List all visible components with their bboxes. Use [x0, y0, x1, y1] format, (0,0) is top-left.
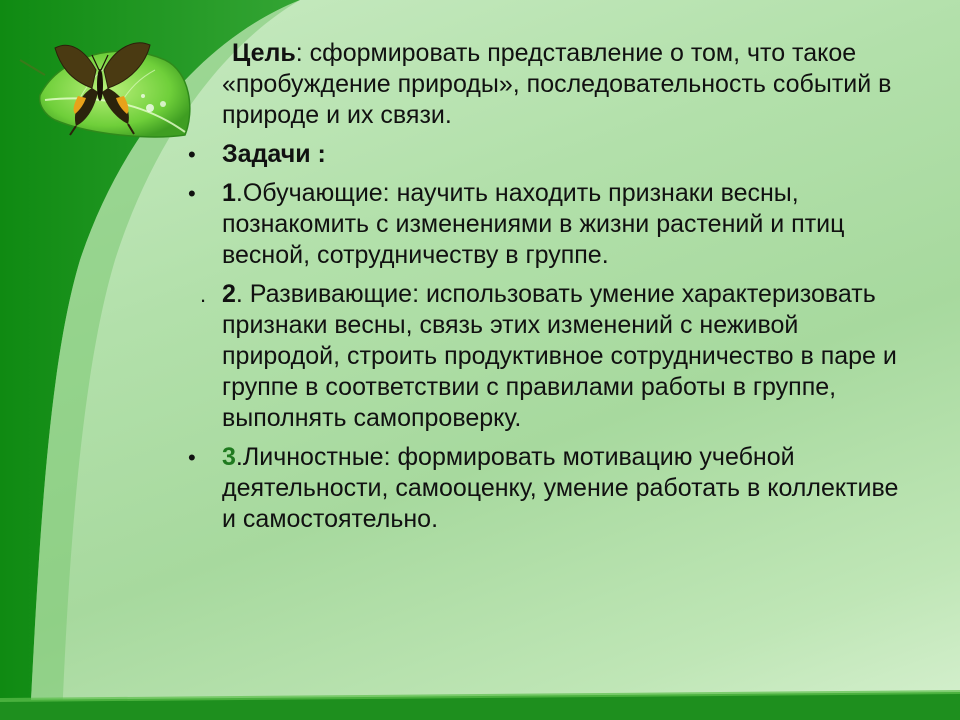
item-text: .Личностные: формировать мотивацию учебной деятельности, самооценку, умение работать в коллективе и самостоятельно.	[222, 443, 899, 533]
bullet-marker: •	[188, 445, 196, 470]
list-item-developmental	[186, 279, 916, 434]
item-number: 1	[222, 179, 236, 207]
slide-content	[186, 38, 916, 543]
goal-paragraph	[186, 38, 916, 131]
goal-text: : сформировать представление о том, что такое «пробуждение природы», последовательность событий в природе и их связи.	[222, 39, 892, 129]
item-text: .Обучающие: научить находить признаки весны, познакомить с изменениями в жизни растений и птиц весной, сотрудничеству в группе.	[222, 179, 845, 269]
goal-label: Цель	[232, 39, 296, 67]
tasks-heading: Задачи :	[222, 140, 326, 168]
list-item-personal	[186, 442, 916, 535]
bullet-marker: •	[188, 181, 196, 206]
item-number: 3	[222, 443, 236, 471]
dot-marker: .	[200, 282, 207, 307]
bullet-marker: •	[188, 142, 196, 167]
item-text: . Развивающие: использовать умение характеризовать признаки весны, связь этих изменений с неживой природой, строить продуктивное сотрудничество в паре и группе в соответствии с правилами работы в группе, выполнять самопроверку.	[222, 280, 897, 432]
item-number: 2	[222, 280, 236, 308]
list-item-educational	[186, 178, 916, 271]
list-item-tasks-heading	[186, 139, 916, 170]
